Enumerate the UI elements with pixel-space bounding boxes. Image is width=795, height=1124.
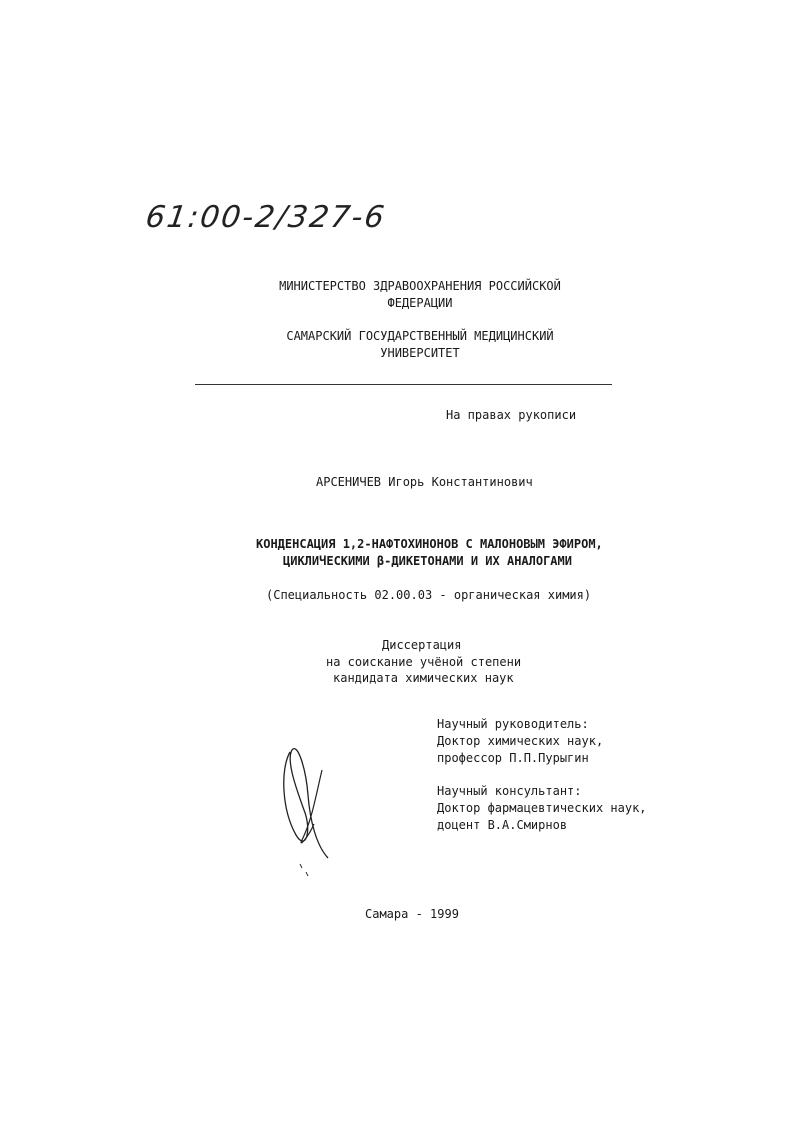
specialty: (Специальность 02.00.03 - органическая химия) (266, 588, 592, 602)
university-line-1: САМАРСКИЙ ГОСУДАРСТВЕННЫЙ МЕДИЦИНСКИЙ (286, 329, 554, 343)
dissertation-line-3: кандидата химических наук (333, 671, 514, 685)
author-name: АРСЕНИЧЕВ Игорь Константинович (316, 475, 533, 489)
dissertation-line-2: на соискание учёной степени (326, 655, 522, 669)
handwritten-signature (272, 740, 342, 880)
dissertation-line-1: Диссертация (382, 638, 462, 652)
title-line-2: ЦИКЛИЧЕСКИМИ β-ДИКЕТОНАМИ И ИХ АНАЛОГАМИ (283, 554, 572, 568)
supervisor-name: профессор П.П.Пурыгин (437, 751, 589, 765)
supervisor-degree: Доктор химических наук, (437, 734, 604, 748)
consultant-label: Научный консультант: (437, 784, 582, 798)
consultant-name: доцент В.А.Смирнов (437, 818, 568, 832)
university-line-2: УНИВЕРСИТЕТ (380, 346, 460, 360)
ministry-line-2: ФЕДЕРАЦИИ (387, 296, 453, 310)
ministry-line-1: МИНИСТЕРСТВО ЗДРАВООХРАНЕНИЯ РОССИЙСКОЙ (279, 279, 561, 293)
consultant-degree: Доктор фармацевтических наук, (437, 801, 647, 815)
title-line-1: КОНДЕНСАЦИЯ 1,2-НАФТОХИНОНОВ С МАЛОНОВЫМ ЭФИРОМ, (256, 537, 603, 551)
archive-code-handwritten: 61:00-2/327-6 (143, 200, 389, 235)
place-year: Самара - 1999 (365, 907, 459, 921)
supervisor-label: Научный руководитель: (437, 717, 589, 731)
rights-note: На правах рукописи (446, 408, 577, 422)
horizontal-divider (195, 384, 612, 385)
